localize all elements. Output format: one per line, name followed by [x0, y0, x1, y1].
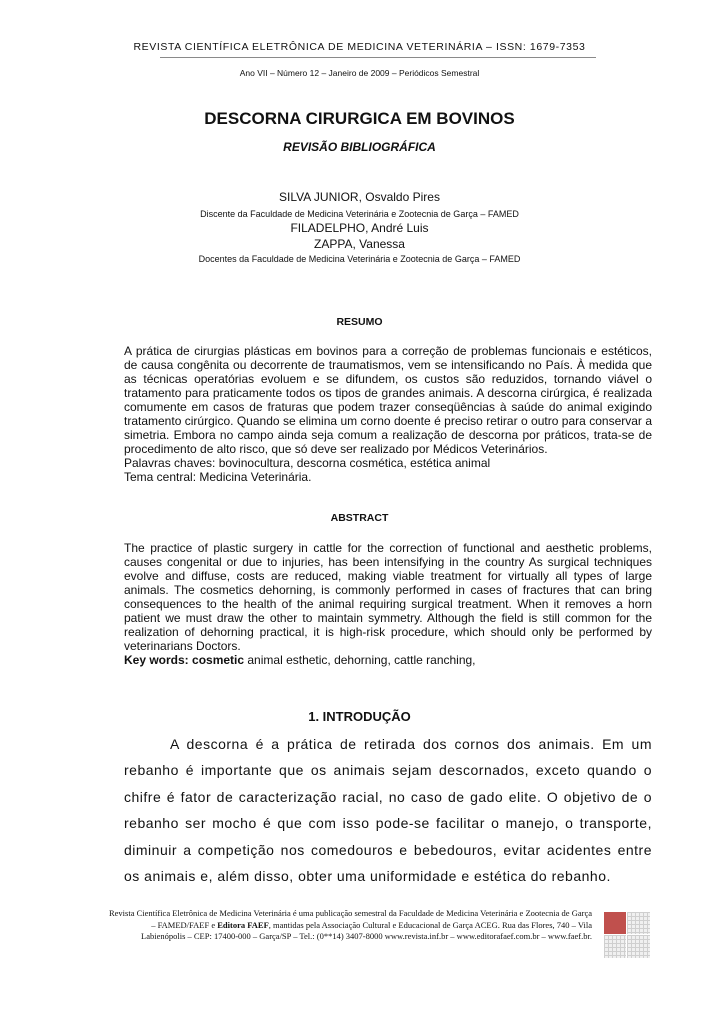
resumo-theme: Tema central: Medicina Veterinária.	[124, 470, 312, 484]
abstract-keywords	[124, 653, 652, 667]
journal-logo	[604, 912, 650, 958]
journal-footer	[108, 908, 592, 943]
header-divider	[160, 57, 596, 58]
author-3: ZAPPA, Vanessa	[314, 237, 405, 251]
footer-text-2: , mantidas pela Associação Cultural e Educacional de Garça ACEG. Rua das Flores, 740 – Vila Labienópolis – CEP: 17400-000 – Garça/SP – Tel.: (0**14) 3407-8000 www.revista.inf.br – www.editorafaef.com.br – www.faef.br.	[141, 919, 592, 941]
resumo-keywords: Palavras chaves: bovinocultura, descorna cosmética, estética animal	[124, 456, 491, 470]
logo-grid-top-right	[627, 912, 650, 934]
article-subtitle: REVISÃO BIBLIOGRÁFICA	[283, 140, 436, 154]
author-1: SILVA JUNIOR, Osvaldo Pires	[279, 190, 440, 204]
keywords-list: animal esthetic, dehorning, cattle ranching,	[244, 653, 476, 667]
journal-header: REVISTA CIENTÍFICA ELETRÔNICA DE MEDICINA VETERINÁRIA – ISSN: 1679-7353	[133, 41, 586, 53]
affiliation-students: Discente da Faculdade de Medicina Veterinária e Zootecnia de Garça – FAMED	[200, 209, 519, 219]
logo-grid-bottom-right	[627, 935, 650, 958]
footer-publisher: Editora FAEF	[217, 919, 269, 930]
footer-text-1: Revista Científica Eletrônica de Medicina Veterinária é uma publicação semestral da Faculdade de Medicina Veterinária e Zootecnia de Garça – FAMED/FAEF e	[108, 908, 592, 930]
author-2: FILADELPHO, André Luis	[290, 221, 429, 235]
affiliation-faculty: Docentes da Faculdade de Medicina Veterinária e Zootecnia de Garça – FAMED	[198, 254, 521, 264]
abstract-heading: ABSTRACT	[330, 512, 389, 524]
article-title: DESCORNA CIRURGICA EM BOVINOS	[204, 109, 515, 128]
keywords-label: Key words: cosmetic	[124, 653, 245, 667]
abstract-text: The practice of plastic surgery in cattle for the correction of functional and aesthetic problems, causes congenital or due to injuries, has been intensifying in the country As surgical techniques evolve and diffuse, costs are reduced, making viable treatment for virtually all types of large animals. The cosmetics dehorning, is commonly performed in cases of fractures that can bring consequences to the health of the animal requiring surgical treatment. When it removes a horn patient we must draw the other to maintain symmetry. Although the field is still common for the realization of dehorning practical, it is high-risk procedure, which should only be performed by veterinarians Doctors.	[124, 541, 652, 653]
logo-grid-bottom-left	[604, 935, 626, 958]
logo-red-square	[604, 912, 626, 934]
resumo-heading: RESUMO	[336, 316, 383, 328]
introduction-text: A descorna é a prática de retirada dos cornos dos animais. Em um rebanho é importante que os animais sejam descornados, exceto quando o chifre é fator de caracterização racial, no caso de gado elite. O objetivo de o rebanho ser mocho é que com isso pode-se facilitar o manejo, o transporte, diminuir a competição nos comedouros e bebedouros, evitar acidentes entre os animais e, além disso, obter uma uniformidade e estética do rebanho.	[124, 736, 652, 885]
resumo-text: A prática de cirurgias plásticas em bovinos para a correção de problemas funcionais e estéticos, de causa congênita ou decorrente de traumatismos, vem se intensificando no País. À medida que as técnicas operatórias evoluem e se difundem, os custos são reduzidos, tornando viável o tratamento para praticamente todos os tipos de grandes animais. A descorna cirúrgica, é realizada comumente em casos de fraturas que podem trazer conseqüências à saúde do animal exigindo tratamento cirúrgico. Quando se elimina um corno doente é preciso retirar o outro para conservar a simetria. Embora no campo ainda seja comum a realização de descorna por práticos, trata-se de procedimento de alto risco, que só deve ser realizado por Médicos Veterinários.	[124, 344, 652, 456]
issue-info: Ano VII – Número 12 – Janeiro de 2009 – Periódicos Semestral	[239, 68, 480, 78]
introduction-heading: 1. INTRODUÇÃO	[308, 709, 411, 724]
